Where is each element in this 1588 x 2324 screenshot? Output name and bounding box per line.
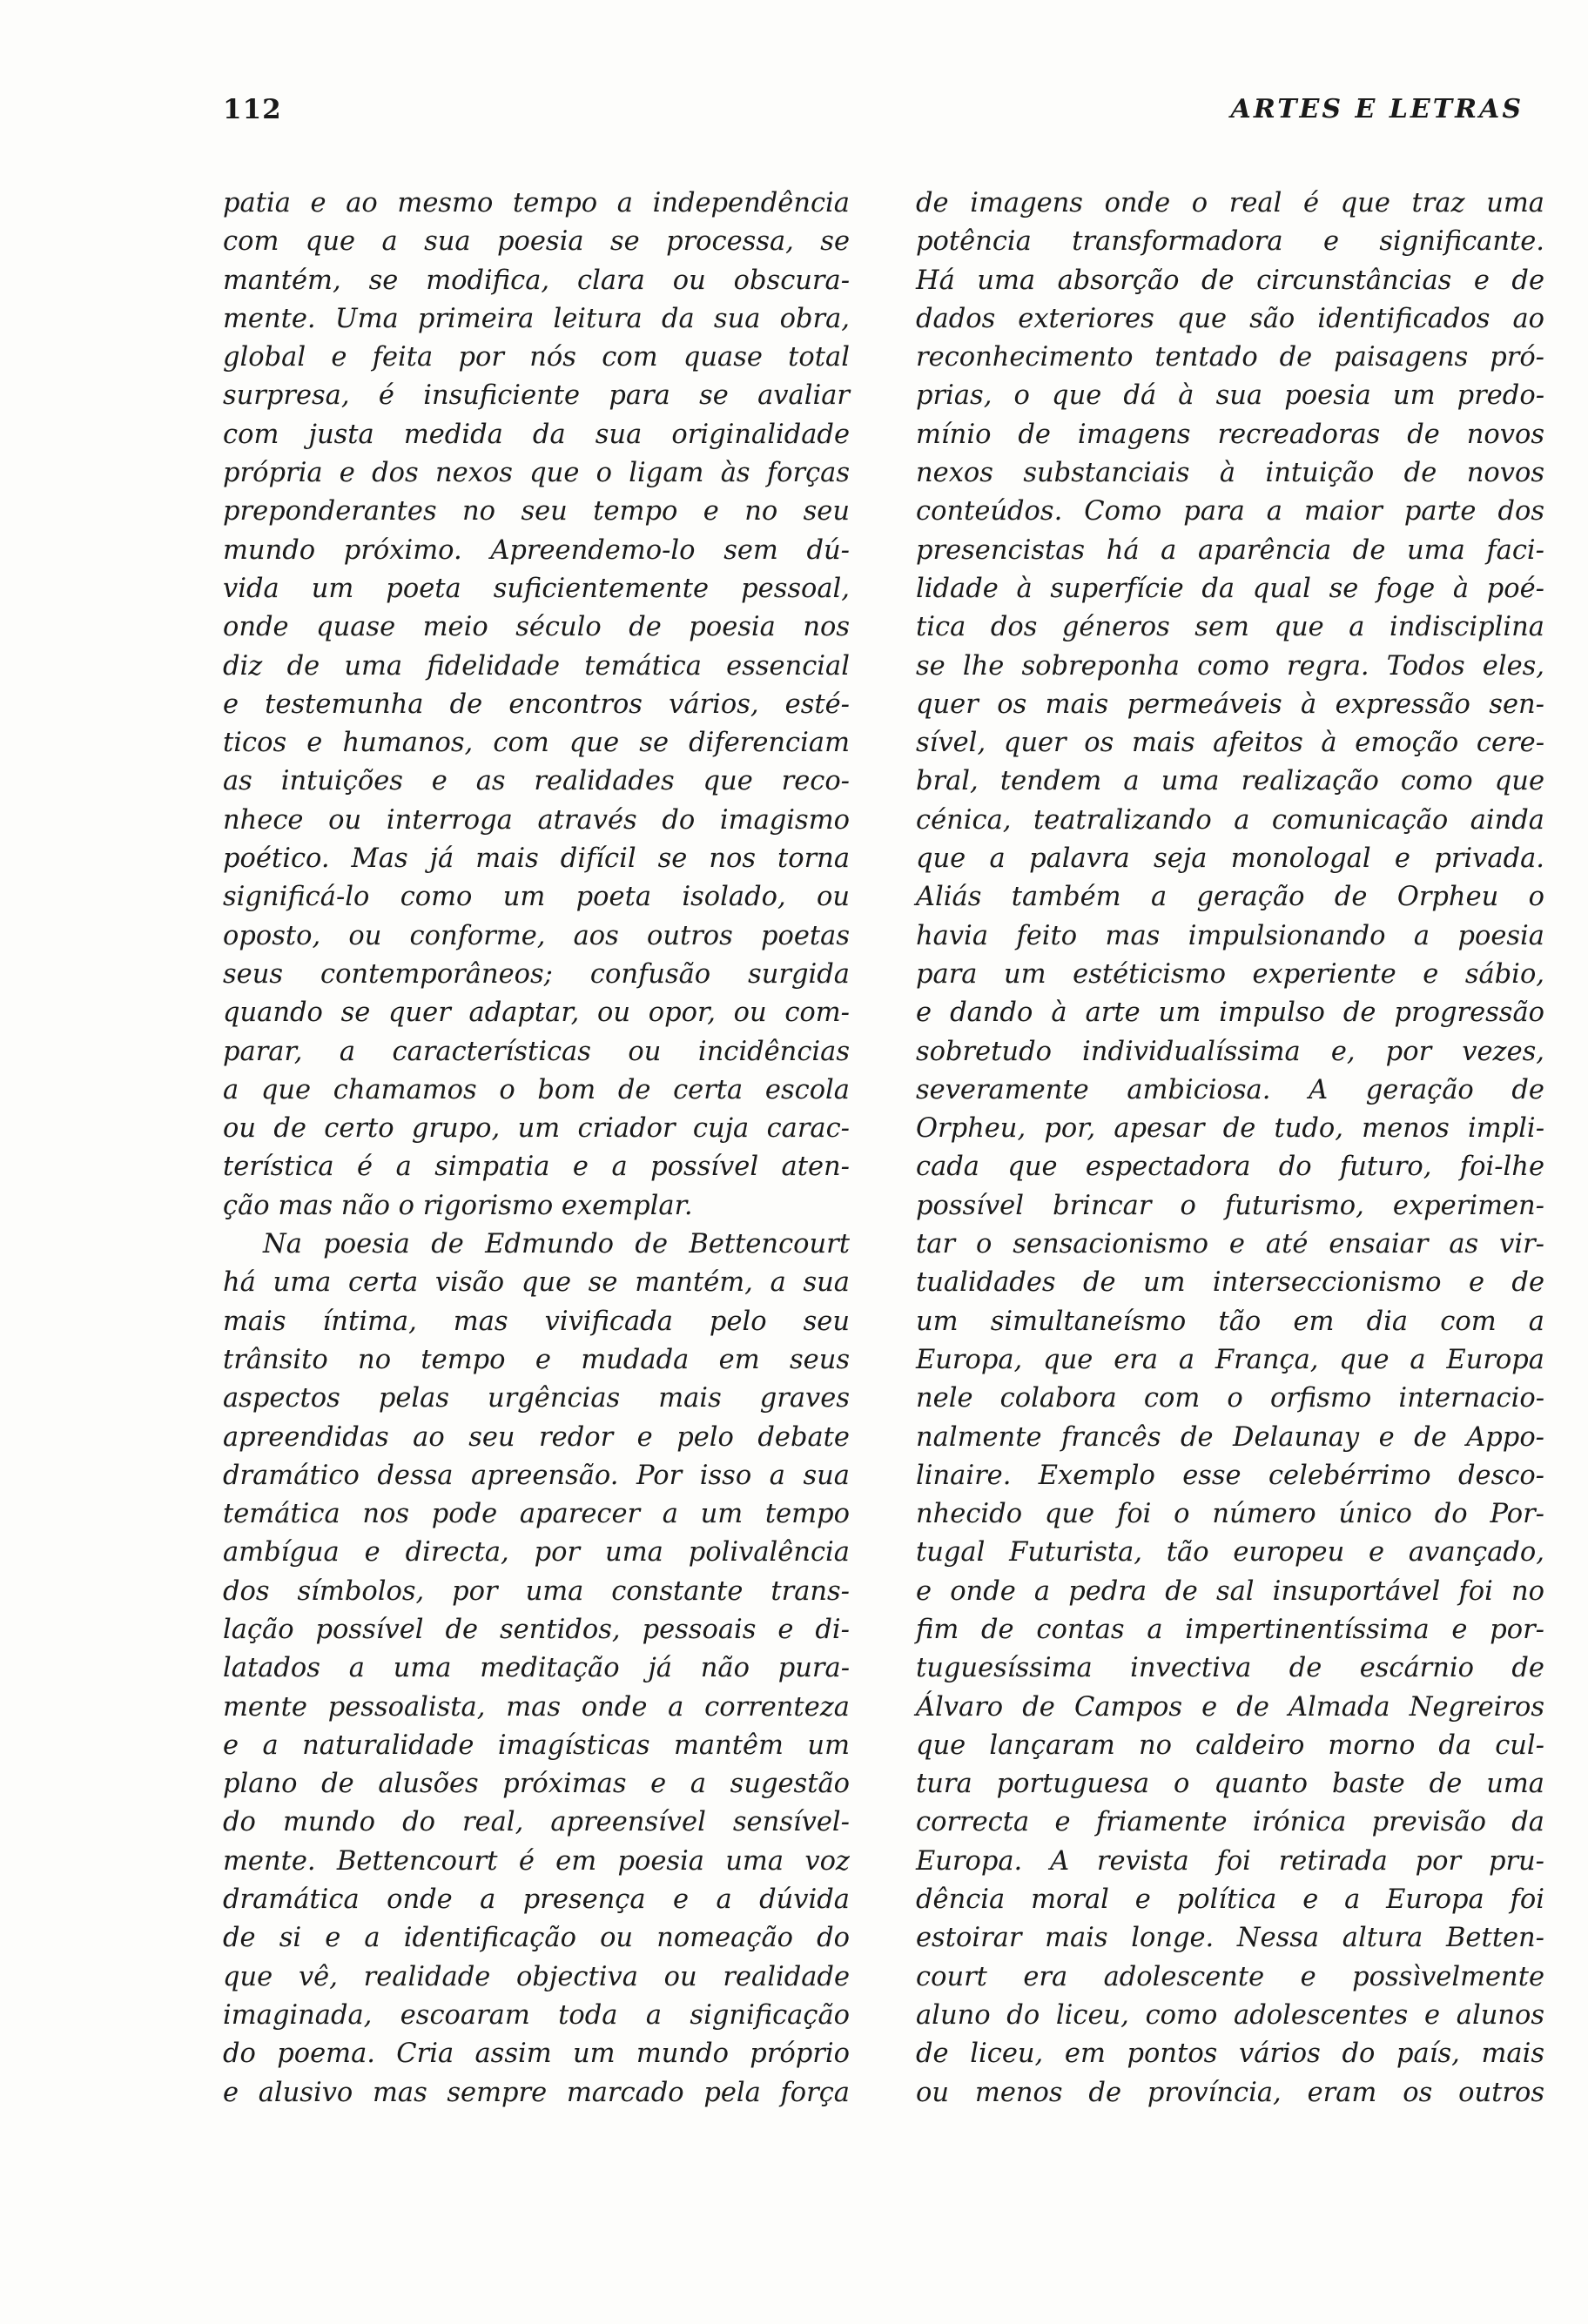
text-line: quando se quer adaptar, ou opor, ou com- (223, 997, 850, 1029)
text-line: global e feita por nós com quase total (223, 342, 850, 373)
text-line: estoirar mais longe. Nessa altura Betten- (916, 1923, 1544, 1954)
text-line: sobretudo individualíssima e, por vezes, (916, 1036, 1544, 1067)
text-line: linaire. Exemplo esse celebérrimo desco- (916, 1460, 1544, 1491)
text-line: as intuições e as realidades que reco- (223, 766, 850, 797)
text-line: e a naturalidade imagísticas mantêm um (223, 1730, 850, 1761)
text-line: tualidades de um interseccionismo e de (916, 1267, 1544, 1299)
page-header (223, 94, 1524, 129)
text-line: parar, a características ou incidências (223, 1036, 850, 1067)
text-line: mente pessoalista, mas onde a correnteza (223, 1691, 850, 1723)
text-line: Orpheu, por, apesar de tudo, menos impli- (916, 1113, 1544, 1145)
text-line: trânsito no tempo e mudada em seus (223, 1344, 850, 1375)
text-line: nele colabora com o orfismo internacio- (916, 1383, 1544, 1414)
text-line: do poema. Cria assim um mundo próprio (223, 2039, 850, 2070)
text-line: mínio de imagens recreadoras de novos (916, 419, 1544, 450)
text-line: Europa, que era a França, que a Europa (916, 1344, 1544, 1375)
text-line: fim de contas a impertinentíssima e por- (916, 1614, 1544, 1645)
text-line: prias, o que dá à sua poesia um predo- (916, 380, 1544, 412)
text-line: potência transformadora e significante. (916, 226, 1544, 258)
text-line: nexos substanciais à intuição de novos (916, 458, 1544, 489)
text-line: surpresa, é insuficiente para se avaliar (223, 380, 850, 412)
text-line: dados exteriores que são identificados ao (916, 303, 1544, 334)
text-line: oposto, ou conforme, aos outros poetas (223, 920, 850, 951)
text-line: ou de certo grupo, um criador cuja carac- (223, 1113, 850, 1145)
text-line: e dando à arte um impulso de progressão (916, 997, 1544, 1029)
text-line: mantém, se modifica, clara ou obscura- (223, 265, 850, 296)
text-line: ou menos de província, eram os outros (916, 2077, 1544, 2108)
text-line: um simultaneísmo tão em dia com a (916, 1306, 1544, 1337)
text-line: vida um poeta suficientemente pessoal, (223, 573, 850, 604)
text-line: a que chamamos o bom de certa escola (223, 1074, 850, 1105)
text-line: que lançaram no caldeiro morno da cul- (916, 1730, 1544, 1761)
text-line: com justa medida da sua originalidade (223, 419, 850, 450)
text-line: preponderantes no seu tempo e no seu (223, 496, 850, 527)
text-line: ção mas não o rigorismo exemplar. (223, 1190, 693, 1221)
text-line: dramática onde a presença e a dúvida (223, 1884, 850, 1916)
text-line: do mundo do real, apreensível sensível- (223, 1807, 850, 1838)
text-line: reconhecimento tentado de paisagens pró- (916, 342, 1544, 373)
text-line: severamente ambiciosa. A geração de (916, 1074, 1544, 1105)
text-line: mundo próximo. Apreendemo-lo sem dú- (223, 534, 850, 566)
text-line: presencistas há a aparência de uma faci- (916, 534, 1544, 566)
text-line: mente. Uma primeira leitura da sua obra, (223, 303, 850, 334)
text-line: poético. Mas já mais difícil se nos torna (223, 843, 850, 875)
text-line: temática nos pode aparecer a um tempo (223, 1499, 850, 1530)
text-line: significá-lo como um poeta isolado, ou (223, 882, 850, 913)
text-line: que a palavra seja monologal e privada. (916, 843, 1544, 875)
text-line: possível brincar o futurismo, experimen- (916, 1190, 1544, 1221)
text-line: correcta e friamente irónica previsão da (916, 1807, 1544, 1838)
text-line: mais íntima, mas vivificada pelo seu (223, 1306, 850, 1337)
text-line: ambígua e directa, por uma polivalência (223, 1537, 850, 1568)
text-line: dramático dessa apreensão. Por isso a sua (223, 1460, 850, 1491)
text-line: e testemunha de encontros vários, esté- (223, 688, 850, 720)
text-line: com que a sua poesia se processa, se (223, 226, 850, 258)
page-number: 112 (223, 94, 282, 125)
text-line: seus contemporâneos; confusão surgida (223, 958, 850, 990)
text-line: dos símbolos, por uma constante trans- (223, 1575, 850, 1607)
text-line: imaginada, escoaram toda a significação (223, 1999, 850, 2031)
text-line: lação possível de sentidos, pessoais e di- (223, 1614, 850, 1645)
text-line: latados a uma meditação já não pura- (223, 1653, 850, 1684)
text-line: cénica, teatralizando a comunicação ainda (916, 804, 1544, 836)
right-column-text (916, 185, 1544, 2112)
text-line: apreendidas ao seu redor e pelo debate (223, 1421, 850, 1453)
text-line: conteúdos. Como para a maior parte dos (916, 496, 1544, 527)
text-line: nhecido que foi o número único do Por- (916, 1499, 1544, 1530)
text-line: sível, quer os mais afeitos à emoção cere- (916, 728, 1544, 759)
text-line: quer os mais permeáveis à expressão sen- (916, 688, 1544, 720)
text-line: aspectos pelas urgências mais graves (223, 1383, 850, 1414)
text-line: Europa. A revista foi retirada por pru- (916, 1845, 1544, 1877)
text-line: tugal Futurista, tão europeu e avançado, (916, 1537, 1544, 1568)
text-line: patia e ao mesmo tempo a independência (223, 188, 850, 218)
text-line: diz de uma fidelidade temática essencial (223, 650, 850, 682)
text-line: própria e dos nexos que o ligam às forças (223, 458, 850, 489)
text-line: Álvaro de Campos e de Almada Negreiros (916, 1691, 1544, 1723)
text-line: de si e a identificação ou nomeação do (223, 1923, 850, 1954)
text-line: de imagens onde o real é que traz uma (916, 188, 1544, 218)
text-line: mente. Bettencourt é em poesia uma voz (223, 1845, 850, 1877)
text-line: tica dos géneros sem que a indisciplina (916, 612, 1544, 643)
text-line: plano de alusões próximas e a sugestão (223, 1769, 850, 1800)
text-line: havia feito mas impulsionando a poesia (916, 920, 1544, 951)
text-line: nalmente francês de Delaunay e de Appo- (916, 1421, 1544, 1453)
text-line: há uma certa visão que se mantém, a sua (223, 1267, 850, 1299)
running-head: ARTES E LETRAS (1230, 94, 1524, 124)
text-line: nhece ou interroga através do imagismo (223, 804, 850, 836)
text-line: court era adolescente e possìvelmente (916, 1961, 1544, 1992)
text-line: tar o sensacionismo e até ensaiar as vir- (916, 1229, 1544, 1260)
text-line: terística é a simpatia e a possível aten- (223, 1152, 850, 1183)
text-line: que vê, realidade objectiva ou realidade (223, 1961, 850, 1992)
text-line: Há uma absorção de circunstâncias e de (916, 265, 1544, 296)
text-line: tuguesíssima invectiva de escárnio de (916, 1653, 1544, 1684)
text-line: se lhe sobreponha como regra. Todos eles, (916, 650, 1544, 682)
text-line: de liceu, em pontos vários do país, mais (916, 2039, 1544, 2070)
text-line: Aliás também a geração de Orpheu o (916, 882, 1544, 913)
text-line: tura portuguesa o quanto baste de uma (916, 1769, 1544, 1800)
text-line: para um estéticismo experiente e sábio, (916, 958, 1544, 990)
text-line: e onde a pedra de sal insuportável foi no (916, 1575, 1544, 1607)
left-column-text (223, 185, 850, 2112)
text-line: Na poesia de Edmundo de Bettencourt (263, 1229, 850, 1260)
text-line: lidade à superfície da qual se foge à poé- (916, 573, 1544, 604)
text-line: aluno do liceu, como adolescentes e alunos (916, 1999, 1544, 2031)
text-line: cada que espectadora do futuro, foi-lhe (916, 1152, 1544, 1183)
text-line: dência moral e política e a Europa foi (916, 1884, 1544, 1916)
text-line: ticos e humanos, com que se diferenciam (223, 728, 850, 759)
text-line: onde quase meio século de poesia nos (223, 612, 850, 643)
text-line: bral, tendem a uma realização como que (916, 766, 1544, 797)
text-line: e alusivo mas sempre marcado pela força (223, 2077, 850, 2108)
